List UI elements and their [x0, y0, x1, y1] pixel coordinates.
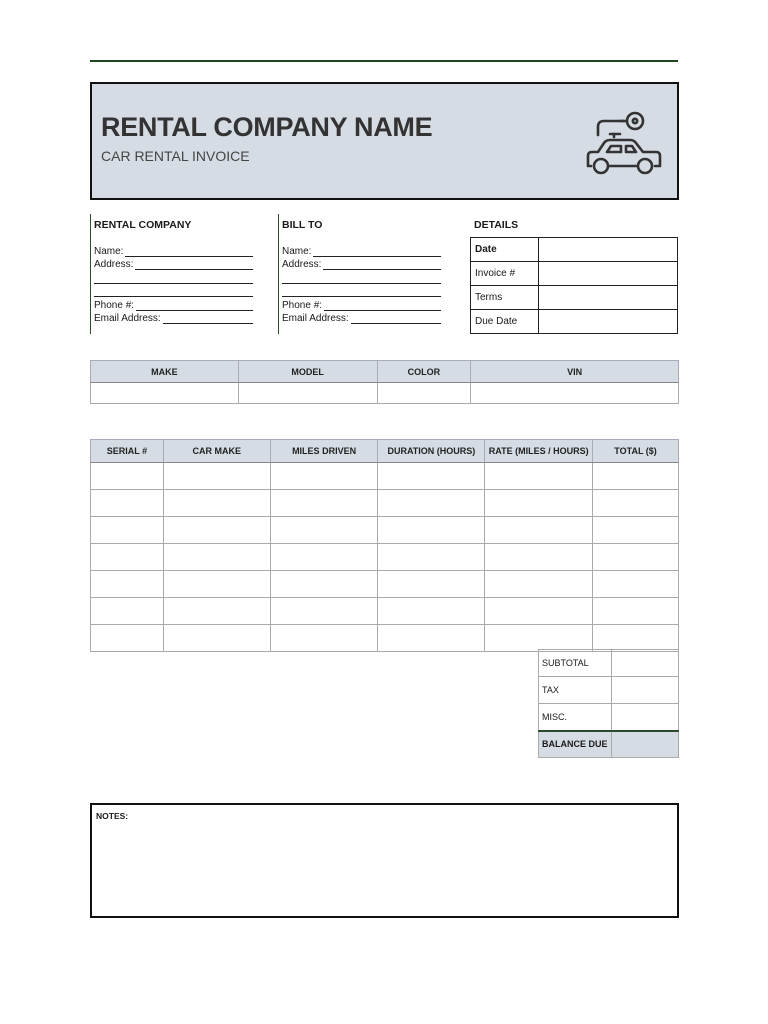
- misc-value[interactable]: [612, 704, 679, 731]
- misc-label: MISC.: [539, 704, 612, 731]
- date-label: Date: [471, 238, 539, 262]
- miles-driven-header: MILES DRIVEN: [270, 440, 378, 463]
- serial-header: SERIAL #: [91, 440, 164, 463]
- model-cell[interactable]: [238, 383, 377, 404]
- rental-company-section: [90, 214, 253, 334]
- miles-driven-cell[interactable]: [270, 490, 378, 517]
- name-label: Name:: [94, 245, 124, 257]
- vehicle-table: [90, 360, 679, 404]
- total-cell[interactable]: [593, 544, 679, 571]
- email-label: Email Address:: [94, 313, 161, 324]
- notes-box[interactable]: [90, 803, 679, 918]
- vehicle-header-row: [91, 361, 679, 383]
- details-row-invoice-number: [471, 262, 678, 286]
- color-header: COLOR: [377, 361, 471, 383]
- duration-cell[interactable]: [378, 490, 485, 517]
- car-make-cell[interactable]: [163, 544, 270, 571]
- color-cell[interactable]: [377, 383, 471, 404]
- total-header: TOTAL ($): [593, 440, 679, 463]
- notes-label: NOTES:: [96, 811, 129, 821]
- bill-to-address-line-3[interactable]: [282, 284, 441, 298]
- totals-table: [538, 649, 679, 758]
- table-row: [91, 571, 679, 598]
- due-date-value[interactable]: [539, 310, 678, 334]
- make-header: MAKE: [91, 361, 239, 383]
- serial-cell[interactable]: [91, 544, 164, 571]
- tax-label: TAX: [539, 677, 612, 704]
- subtotal-row: [539, 650, 679, 677]
- table-row: [91, 383, 679, 404]
- rental-company-email-field[interactable]: [94, 311, 253, 325]
- company-name: RENTAL COMPANY NAME: [101, 112, 433, 142]
- vin-header: VIN: [471, 361, 679, 383]
- miles-driven-cell[interactable]: [270, 571, 378, 598]
- subtotal-label: SUBTOTAL: [539, 650, 612, 677]
- serial-cell[interactable]: [91, 571, 164, 598]
- invoice-number-label: Invoice #: [471, 262, 539, 286]
- table-row: [91, 490, 679, 517]
- miles-driven-cell[interactable]: [270, 517, 378, 544]
- bill-to-address-line-2[interactable]: [282, 270, 441, 284]
- table-row: [91, 517, 679, 544]
- balance-due-value[interactable]: [612, 731, 679, 758]
- total-cell[interactable]: [593, 598, 679, 625]
- details-title: DETAILS: [474, 219, 519, 231]
- car-make-cell[interactable]: [163, 463, 270, 490]
- balance-due-row: [539, 731, 679, 758]
- serial-cell[interactable]: [91, 598, 164, 625]
- rate-cell[interactable]: [485, 625, 593, 652]
- duration-cell[interactable]: [378, 517, 485, 544]
- misc-row: [539, 704, 679, 731]
- rate-cell[interactable]: [485, 544, 593, 571]
- balance-due-label: BALANCE DUE: [539, 731, 612, 758]
- table-row: [91, 544, 679, 571]
- details-row-date: [471, 238, 678, 262]
- tax-value[interactable]: [612, 677, 679, 704]
- duration-cell[interactable]: [378, 571, 485, 598]
- miles-driven-cell[interactable]: [270, 625, 378, 652]
- car-make-cell[interactable]: [163, 571, 270, 598]
- bill-to-title: BILL TO: [282, 219, 323, 231]
- details-row-due-date: [471, 310, 678, 334]
- rate-cell[interactable]: [485, 571, 593, 598]
- total-cell[interactable]: [593, 463, 679, 490]
- rate-cell[interactable]: [485, 463, 593, 490]
- address-label: Address:: [94, 259, 134, 270]
- subtotal-value[interactable]: [612, 650, 679, 677]
- car-make-header: CAR MAKE: [163, 440, 270, 463]
- car-key-icon: [584, 110, 664, 178]
- rate-header: RATE (MILES / HOURS): [485, 440, 593, 463]
- email-label: Email Address:: [282, 313, 349, 324]
- total-cell[interactable]: [593, 571, 679, 598]
- table-row: [91, 625, 679, 652]
- bill-to-section: [278, 214, 441, 334]
- car-make-cell[interactable]: [163, 490, 270, 517]
- name-label: Name:: [282, 245, 312, 257]
- date-value[interactable]: [539, 238, 678, 262]
- duration-header: DURATION (HOURS): [378, 440, 485, 463]
- duration-cell[interactable]: [378, 625, 485, 652]
- car-make-cell[interactable]: [163, 598, 270, 625]
- rental-company-address-field[interactable]: [94, 257, 253, 271]
- car-make-cell[interactable]: [163, 517, 270, 544]
- details-table: [470, 237, 678, 334]
- rate-cell[interactable]: [485, 517, 593, 544]
- table-row: [91, 598, 679, 625]
- phone-label: Phone #:: [94, 299, 135, 311]
- rental-company-name-field[interactable]: [94, 243, 253, 257]
- address-label: Address:: [282, 259, 322, 270]
- total-cell[interactable]: [593, 625, 679, 652]
- phone-label: Phone #:: [282, 299, 323, 311]
- miles-driven-cell[interactable]: [270, 463, 378, 490]
- rate-cell[interactable]: [485, 598, 593, 625]
- serial-cell[interactable]: [91, 463, 164, 490]
- invoice-header: [90, 82, 679, 200]
- serial-cell[interactable]: [91, 490, 164, 517]
- bill-to-address-field[interactable]: [282, 257, 441, 271]
- total-cell[interactable]: [593, 490, 679, 517]
- miles-driven-cell[interactable]: [270, 544, 378, 571]
- tax-row: [539, 677, 679, 704]
- invoice-number-value[interactable]: [539, 262, 678, 286]
- bill-to-name-field[interactable]: [282, 243, 441, 257]
- due-date-label: Due Date: [471, 310, 539, 334]
- rate-cell[interactable]: [485, 490, 593, 517]
- rental-company-title: RENTAL COMPANY: [94, 219, 192, 231]
- terms-value[interactable]: [539, 286, 678, 310]
- duration-cell[interactable]: [378, 598, 485, 625]
- make-cell[interactable]: [91, 383, 239, 404]
- serial-cell[interactable]: [91, 625, 164, 652]
- invoice-subtitle: CAR RENTAL INVOICE: [101, 148, 250, 164]
- duration-cell[interactable]: [378, 463, 485, 490]
- rental-company-address-line-2[interactable]: [94, 270, 253, 284]
- serial-cell[interactable]: [91, 517, 164, 544]
- rental-company-address-line-3[interactable]: [94, 284, 253, 298]
- rental-company-phone-field[interactable]: [94, 297, 253, 311]
- items-header-row: [91, 440, 679, 463]
- table-row: [91, 463, 679, 490]
- duration-cell[interactable]: [378, 544, 485, 571]
- vin-cell[interactable]: [471, 383, 679, 404]
- model-header: MODEL: [238, 361, 377, 383]
- line-items-table: [90, 439, 679, 652]
- total-cell[interactable]: [593, 517, 679, 544]
- bill-to-phone-field[interactable]: [282, 297, 441, 311]
- car-make-cell[interactable]: [163, 625, 270, 652]
- details-row-terms: [471, 286, 678, 310]
- top-divider: [90, 60, 678, 62]
- terms-label: Terms: [471, 286, 539, 310]
- bill-to-email-field[interactable]: [282, 311, 441, 325]
- miles-driven-cell[interactable]: [270, 598, 378, 625]
